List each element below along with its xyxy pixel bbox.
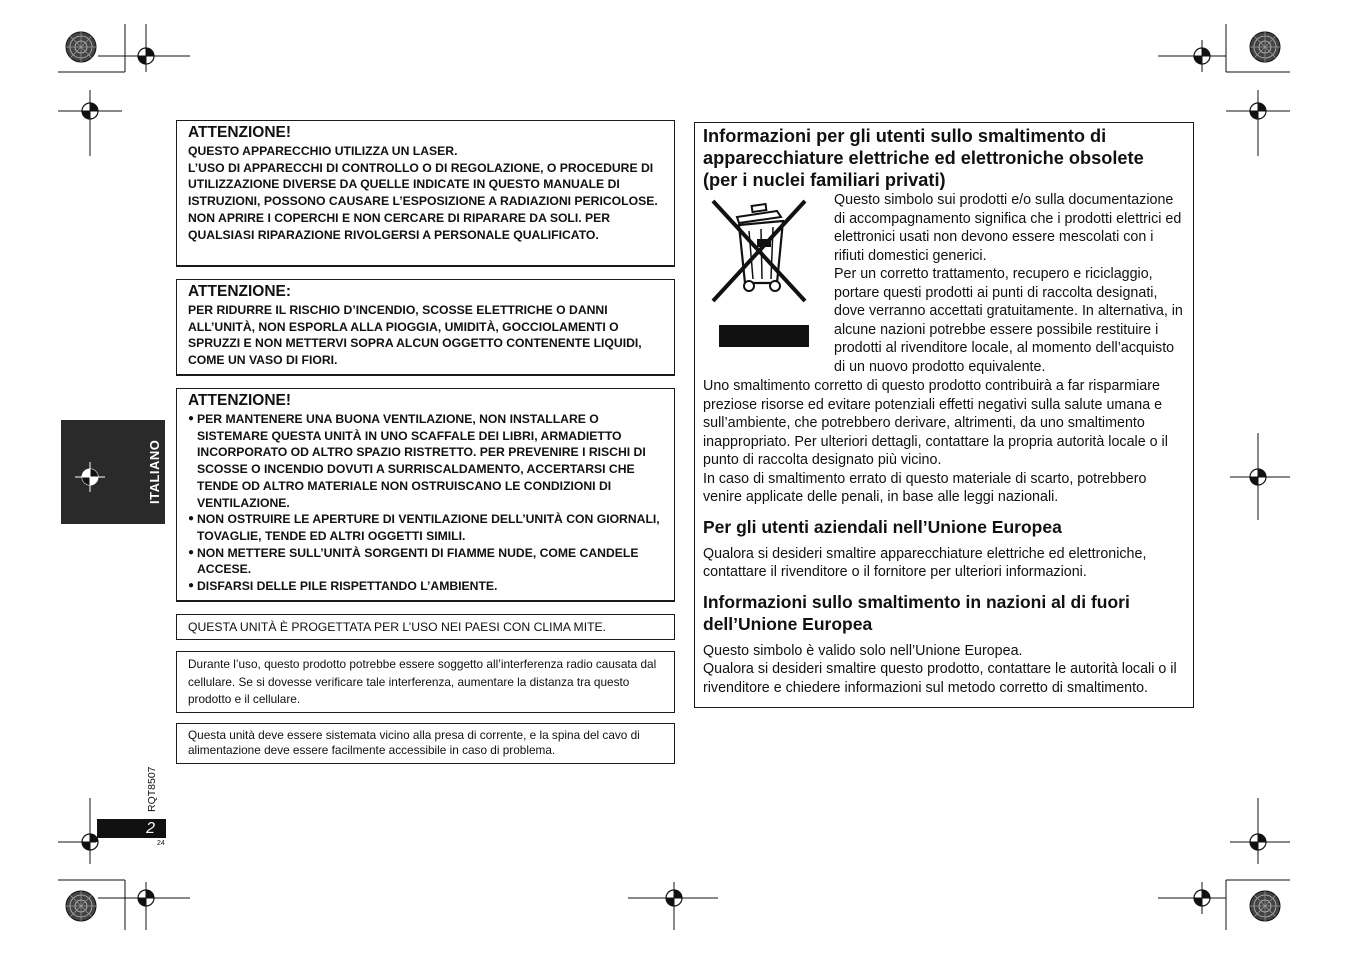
penalties-text: In caso di smaltimento errato di questo materiale di scarto, potrebbero venire applicate delle penali, in base alle leggi nazionali. [703,470,1147,505]
weee-section [703,191,1183,377]
laser-warning-title: ATTENZIONE! [188,124,292,141]
symbol-meaning-text: Questo simbolo sui prodotti e/o sulla documentazione di accompagnamento significa che i prodotti elettrici ed elettronici usati non devono essere mescolati con i rifiuti domestici generici. [834,192,1182,264]
ventilation-warning-box [176,388,675,602]
laser-warning-line-2: L’USO DI APPARECCHI DI CONTROLLO O DI REGOLAZIONE, O PROCEDURE DI UTILIZZAZIONE DIVERSE DA QUELLE INDICATE IN QUESTO MANUALE DI ISTRUZIONI, POSSONO CAUSARE L’ESPOSIZIONE A RADIAZIONI PERICOLOSE. [188,160,658,209]
disposal-info-box [694,122,1194,708]
benefits-text: Uno smaltimento corretto di questo prodotto contribuirà a far risparmiare preziose risorse ed evitare potenziali effetti negativi sulla salute umana e sull’ambiente, che potrebbero derivare, altrimenti, da uno smaltimento inappropriato. Per ulteriori dettagli, contattare la propria autorità locale o il punto di raccolta designato più vicino. [703,378,1168,468]
climate-notice-text: QUESTA UNITÀ È PROGETTATA PER L’USO NEI PAESI CON CLIMA MITE. [188,620,607,634]
registration-sunburst-bottom-right [1250,891,1280,921]
language-label: ITALIANO [147,439,162,504]
climate-notice-box [176,614,675,640]
registration-sunburst-top-right [1250,32,1280,62]
correct-treatment-text: Per un corretto trattamento, recupero e riciclaggio, portare questi prodotti ai punti di raccolta designati, dove verranno accettati gratuitamente. In alternativa, in alcune nazioni potrebbe essere possibile restituire i prodotti al rivenditore locale, al momento dell’acquisto di un nuovo prodotto equivalente. [834,266,1183,375]
laser-warning-line-3: NON APRIRE I COPERCHI E NON CERCARE DI RIPARARE DA SOLI. PER QUALSIASI RIPARAZIONE RIVOLGERSI A PERSONALE QUALIFICATO. [188,210,611,242]
ventilation-warning-item: ● DISFARSI DELLE PILE RISPETTANDO L’AMBIENTE. [188,579,498,594]
model-code: RQT8507 [146,766,158,812]
page-number: 2 [97,819,166,838]
outside-eu-text-1: Questo simbolo è valido solo nell’Unione Europea. [703,642,1023,659]
power-outlet-box [176,723,675,764]
mobile-interference-text: Durante l’uso, questo prodotto potrebbe essere soggetto all’interferenza radio causata dal cellulare. Se si dovesse verificare tale interferenza, aumentare la distanza tra questo prodotto e il cellulare. [188,657,657,706]
bullet-icon: ● [188,513,195,525]
business-users-text: Qualora si desideri smaltire apparecchiature elettriche ed elettroniche, contattare il rivenditore o il fornitore per ulteriori informazioni. [703,545,1147,580]
registration-sunburst-bottom-left [66,891,96,921]
side-tab-registration-mark [75,462,105,492]
ventilation-warning-item: ● NON OSTRUIRE LE APERTURE DI VENTILAZIONE DELL’UNITÀ CON GIORNALI, TOVAGLIE, TENDE ED ALTRI OGGETTI SIMILI. [188,512,660,543]
power-outlet-text: Questa unità deve essere sistemata vicino alla presa di corrente, e la spina del cavo di alimentazione deve essere facilmente accessibile in caso di problema. [188,728,640,757]
business-users-heading: Per gli utenti aziendali nell’Unione Europea [703,516,1062,537]
registration-sunburst-top-left [66,32,96,62]
bullet-icon: ● [188,580,195,592]
ventilation-warning-item: ● PER MANTENERE UNA BUONA VENTILAZIONE, NON INSTALLARE O SISTEMARE QUESTA UNITÀ IN UNO SCAFFALE DEI LIBRI, ARMADIETTO INCORPORATO OD ALTRO SPAZIO RISTRETTO. PER PREVENIRE I RISCHI DI SCOSSE O INCENDIO DOVUTI A SURRISCALDAMENTO, ACCERTARSI CHE TENDE OD ALTRO MATERIALE NON OSTRUISCANO LE CONDIZIONI DI VENTILAZIONE. [188,412,646,510]
ventilation-warning-list [188,411,664,595]
fire-shock-warning-text: PER RIDURRE IL RISCHIO D’INCENDIO, SCOSSE ELETTRICHE O DANNI ALL’UNITÀ, NON ESPORLA ALLA PIOGGIA, UMIDITÀ, GOCCIOLAMENTI O SPRUZZI E NON METTERVI SOPRA ALCUN OGGETTO CONTENENTE LIQUIDI, COME UN VASO DI FIORI. [188,303,642,368]
ventilation-warning-item: ● NON METTERE SULL’UNITÀ SORGENTI DI FIAMME NUDE, COME CANDELE ACCESE. [188,545,639,577]
outside-eu-text-2: Qualora si desideri smaltire questo prodotto, contattare le autorità locali o il rivenditore e chiedere informazioni sul metodo corretto di smaltimento. [703,661,1177,696]
disposal-heading: Informazioni per gli utenti sullo smaltimento di apparecchiature elettriche ed elettroniche obsolete (per i nuclei familiari privati) [703,126,1144,190]
crossed-out-wheelie-bin-icon [709,195,819,365]
laser-warning-box [176,120,675,267]
fire-shock-warning-box [176,279,675,376]
bullet-icon: ● [188,546,195,558]
outside-eu-heading: Informazioni sullo smaltimento in nazioni al di fuori dell’Unione Europea [703,591,1130,634]
laser-warning-line-1: QUESTO APPARECCHIO UTILIZZA UN LASER. [188,144,458,158]
fire-shock-warning-title: ATTENZIONE: [188,283,292,300]
bullet-icon: ● [188,413,195,424]
sheet-number: 24 [157,840,165,847]
ventilation-warning-title: ATTENZIONE! [188,392,292,409]
mobile-interference-box [176,651,675,713]
